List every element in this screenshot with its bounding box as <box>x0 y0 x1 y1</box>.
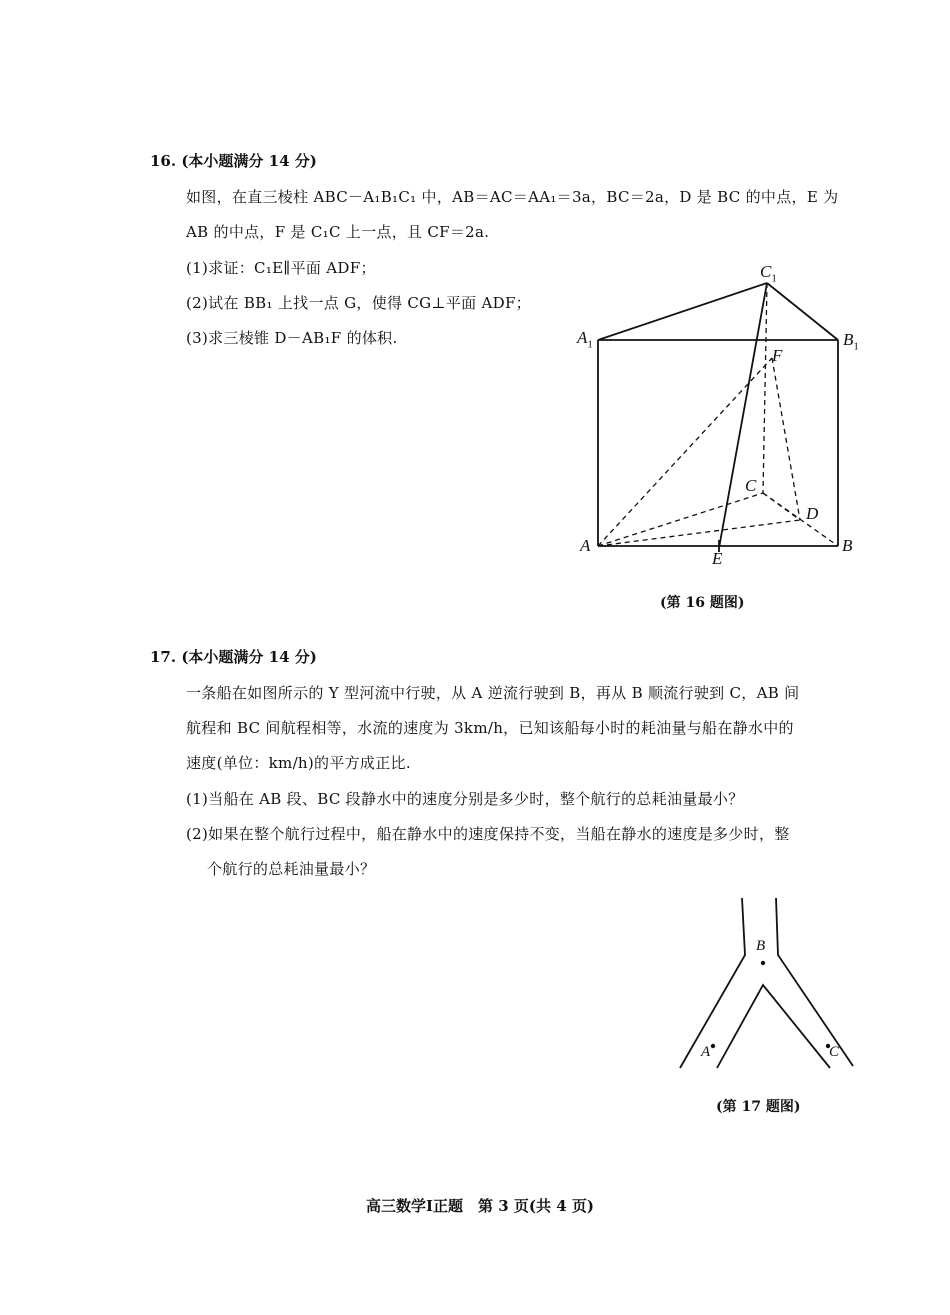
point-B <box>761 961 765 965</box>
q16-line-2: AB 的中点，F 是 C₁C 上一点，且 CF＝2a. <box>186 223 490 241</box>
label-river-C: C <box>829 1044 840 1060</box>
label-F: F <box>772 346 783 365</box>
q16-line-1: 如图，在直三棱柱 ABC－A₁B₁C₁ 中，AB＝AC＝AA₁＝3a，BC＝2a，D 是 BC 的中点，E 为 <box>186 188 839 206</box>
q17-line-2: 航程和 BC 间航程相等，水流的速度为 3km/h，已知该船每小时的耗油量与船在静水中的 <box>186 719 794 737</box>
river-bank-left <box>680 898 745 1068</box>
page-footer: 高三数学Ⅰ正题 第 3 页(共 4 页) <box>366 1197 594 1215</box>
label-B: B <box>842 536 853 555</box>
label-river-A: A <box>701 1044 711 1060</box>
q17-caption: (第 17 题图) <box>716 1099 801 1115</box>
q17-part-1: (1)当船在 AB 段、BC 段静水中的速度分别是多少时，整个航行的总耗油量最小？ <box>186 790 744 808</box>
q17-part-2-cont: 个航行的总耗油量最小？ <box>207 860 376 878</box>
label-A1: $A_1$ <box>577 328 593 351</box>
label-C: C <box>745 476 757 495</box>
label-river-B: B <box>756 938 766 954</box>
q16-part-1: (1)求证：C₁E∥平面 ADF； <box>186 259 376 277</box>
q17-line-1: 一条船在如图所示的 Y 型河流中行驶，从 A 逆流行驶到 B，再从 B 顺流行驶到 C，AB 间 <box>186 684 800 702</box>
label-E: E <box>712 549 723 568</box>
q16-heading: 16. (本小题满分 14 分) <box>150 152 317 170</box>
q17-part-2: (2)如果在整个航行过程中，船在静水中的速度保持不变，当船在静水的速度是多少时，整 <box>186 825 790 843</box>
label-C1: $C_1$ <box>760 262 777 285</box>
point-A <box>711 1044 715 1048</box>
label-D: D <box>806 504 819 523</box>
q16-part-3: (3)求三棱锥 D－AB₁F 的体积. <box>186 329 398 347</box>
q16-caption: (第 16 题图) <box>660 595 745 611</box>
q17-heading: 17. (本小题满分 14 分) <box>150 648 317 666</box>
river-bank-right <box>776 898 853 1066</box>
q17-line-3: 速度(单位：km/h)的平方成正比. <box>186 754 411 772</box>
river-bank-inner <box>717 985 830 1068</box>
q16-part-2: (2)试在 BB₁ 上找一点 G，使得 CG⊥平面 ADF； <box>186 294 531 312</box>
label-A: A <box>580 536 591 555</box>
label-B1: $B_1$ <box>843 330 859 353</box>
